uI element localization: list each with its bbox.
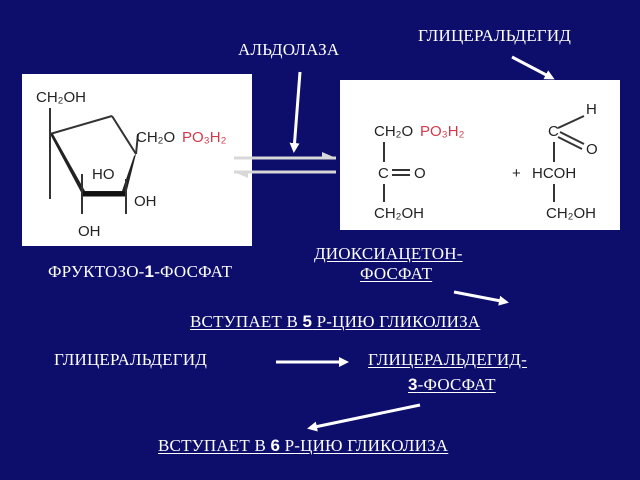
glyceraldehyde-pointer-arrow — [512, 57, 552, 78]
dhap-ch2oh-label: CH₂OH — [374, 205, 424, 222]
plus-sign: + — [512, 165, 521, 182]
glyceraldehyde-ch2oh-label: CH₂OH — [546, 205, 596, 222]
dhap-po3h2-label: PO₃H₂ — [420, 123, 465, 140]
fructose-num: 1 — [144, 262, 155, 281]
dhap-to-step5-arrow — [454, 292, 506, 302]
po3h2-label: PO₃H₂ — [182, 129, 227, 146]
oh-right-label: OH — [134, 193, 157, 210]
dhap-c-label: C — [378, 165, 389, 182]
ho-label: HO — [92, 166, 115, 183]
enters6-pre: ВСТУПАЕТ В — [158, 436, 271, 455]
g3p-label-line1: ГЛИЦЕРАЛЬДЕГИД- — [368, 350, 527, 369]
aldehyde-c-label: C — [548, 123, 559, 140]
fructose-post: -ФОСФАТ — [154, 262, 233, 281]
aldolase-arrow — [294, 72, 300, 150]
glyceraldehyde-left-label: ГЛИЦЕРАЛЬДЕГИД — [54, 350, 208, 369]
hcoh-label: HCOH — [532, 165, 577, 182]
g3p-to-step6-arrow — [310, 405, 420, 428]
g3p-num: 3 — [408, 375, 418, 394]
enters5-num: 5 — [302, 312, 313, 331]
equilibrium-arrows — [234, 152, 336, 178]
enters6-post: Р-ЦИЮ ГЛИКОЛИЗА — [280, 436, 449, 455]
dhap-ch2o-label: CH₂O — [374, 123, 414, 140]
enters-step5-label — [190, 312, 480, 332]
dhap-o-label: O — [414, 165, 426, 182]
g3p-label-line2 — [408, 375, 496, 395]
aldehyde-h-label: H — [586, 101, 597, 118]
enters5-post: Р-ЦИЮ ГЛИКОЛИЗА — [312, 312, 481, 331]
dhap-label-line1: ДИОКСИАЦЕТОН- — [314, 244, 463, 263]
ch2o-label: CH₂O — [136, 129, 176, 146]
aldolase-label: АЛЬДОЛАЗА — [238, 40, 340, 59]
oh-bottom-label: OH — [78, 223, 101, 240]
fructose-pre: ФРУКТОЗО- — [48, 262, 145, 281]
glyceraldehyde-top-label: ГЛИЦЕРАЛЬДЕГИД — [418, 26, 572, 45]
aldehyde-o-label: O — [586, 141, 598, 158]
enters-step6-label — [158, 436, 448, 456]
dhap-label-line2: ФОСФАТ — [360, 264, 433, 283]
fructose-1-phosphate-label — [48, 262, 232, 282]
g3p-post: -ФОСФАТ — [417, 375, 496, 394]
ch2oh-top-label: CH₂OH — [36, 89, 86, 106]
enters5-pre: ВСТУПАЕТ В — [190, 312, 303, 331]
enters6-num: 6 — [270, 436, 281, 455]
